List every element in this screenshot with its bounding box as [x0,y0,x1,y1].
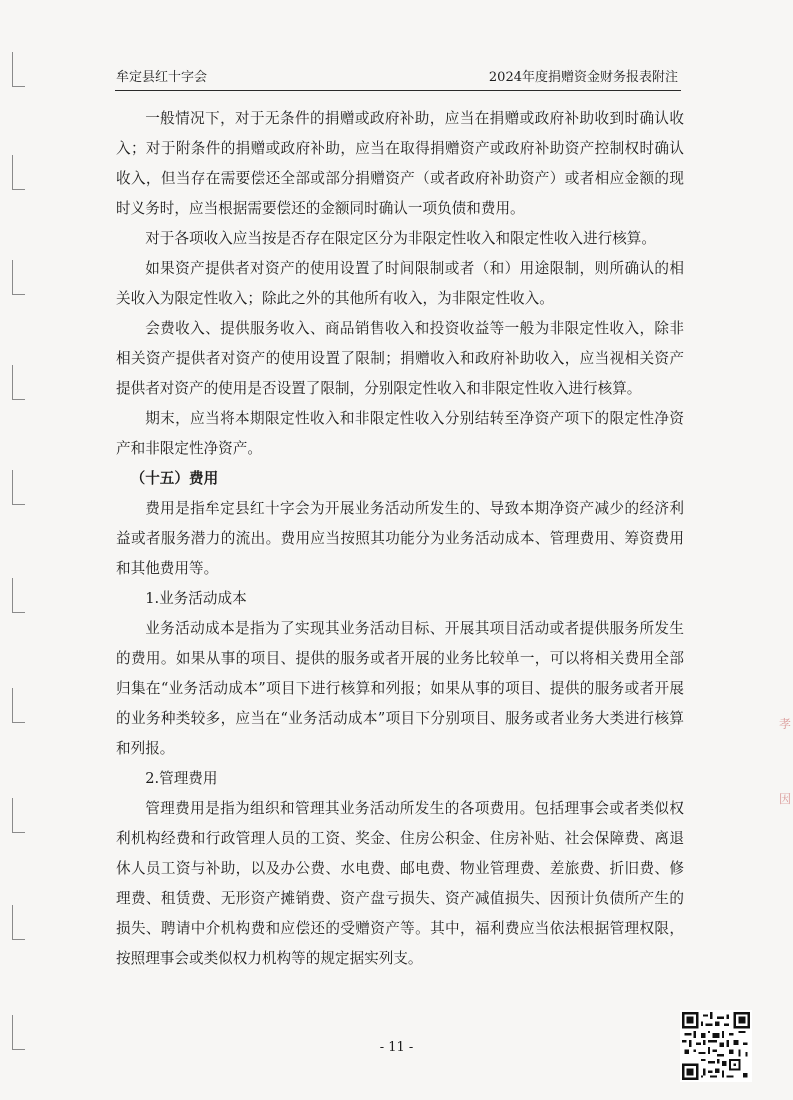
binding-mark [12,688,25,723]
seal-edge-mark: 因 [779,792,792,806]
section-heading: （十五）费用 [130,470,219,487]
paragraph: 期末，应当将本期限定性收入和非限定性收入分别结转至净资产项下的限定性净资产和非限定性净资产。 [116,410,684,457]
seal-edge-mark: 孝 [779,717,792,731]
paragraph: 一般情况下，对于无条件的捐赠或政府补助，应当在捐赠或政府补助收到时确认收入；对于附条件的捐赠或政府补助，应当在取得捐赠资产或政府补助资产控制权时确认收入，但当存在需要偿还全部或部分捐赠资产（或者政府补助资产）或者相应金额的现时义务时，应当根据需要偿还的金额同时确认一项负债和费用。 [116,110,684,217]
header-organization: 牟定县红十字会 [116,70,208,85]
header-document-title: 2024年度捐赠资金财务报表附注 [488,70,678,85]
subsection-title: 2.管理费用 [145,770,218,787]
qr-code-icon [680,1010,752,1082]
subsection-body: 业务活动成本是指为了实现其业务活动目标、开展其项目活动或者提供服务所发生的费用。如果从事的项目、提供的服务或者开展的业务比较单一，可以将相关费用全部归集在“业务活动成本”项目下进行核算和列报；如果从事的项目、提供的服务或者开展的业务种类较多，应当在“业务活动成本”项目下分别项目、服务或者业务大类进行核算和列报。 [116,620,684,757]
page-content [116,104,684,974]
paragraph: 对于各项收入应当按是否存在限定区分为非限定性收入和限定性收入进行核算。 [145,230,656,247]
paragraph: 会费收入、提供服务收入、商品销售收入和投资收益等一般为非限定性收入，除非相关资产提供者对资产的使用设置了限制；捐赠收入和政府补助收入，应当视相关资产提供者对资产的使用是否设置了限制，分别限定性收入和非限定性收入进行核算。 [116,320,684,397]
binding-mark [12,155,25,190]
section-intro: 费用是指牟定县红十字会为开展业务活动所发生的、导致本期净资产减少的经济利益或者服务潜力的流出。费用应当按照其功能分为业务活动成本、管理费用、筹资费用和其他费用等。 [116,500,684,577]
paragraph: 如果资产提供者对资产的使用设置了时间限制或者（和）用途限制，则所确认的相关收入为限定性收入；除此之外的其他所有收入，为非限定性收入。 [116,260,684,307]
binding-mark [12,578,25,613]
binding-mark [12,365,25,400]
subsection-title: 1.业务活动成本 [145,590,247,607]
binding-mark [12,52,25,87]
binding-mark [12,905,25,940]
binding-mark [12,798,25,833]
page-number: - 11 - [379,1040,414,1055]
subsection-body: 管理费用是指为组织和管理其业务活动所发生的各项费用。包括理事会或者类似权利机构经费和行政管理人员的工资、奖金、住房公积金、住房补贴、社会保障费、离退休人员工资与补助，以及办公费、水电费、邮电费、物业管理费、差旅费、折旧费、修理费、租赁费、无形资产摊销费、资产盘亏损失、资产减值损失、因预计负债所产生的损失、聘请中介机构费和应偿还的受赠资产等。其中，福利费应当依法根据管理权限，按照理事会或类似权力机构等的规定据实列支。 [116,800,684,967]
binding-mark [12,260,25,295]
header-rule [115,90,681,91]
binding-mark [12,470,25,505]
